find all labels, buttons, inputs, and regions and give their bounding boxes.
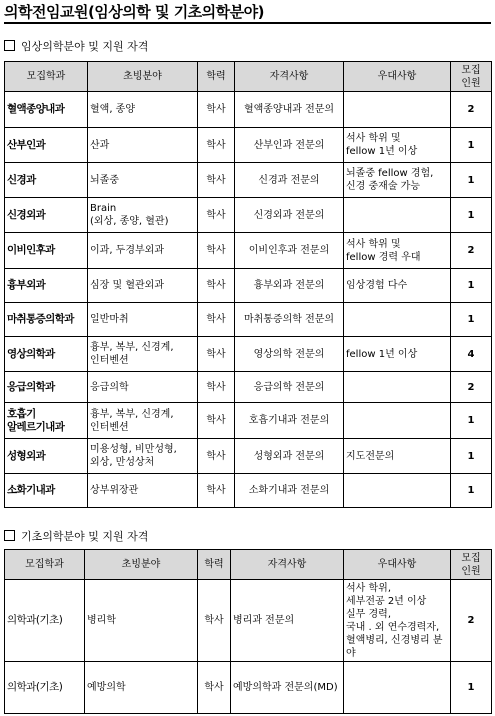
cell-dept: 마취통증의학과 xyxy=(5,303,88,337)
cell-field: 흉부, 복부, 신경계, 인터벤션 xyxy=(88,337,198,372)
cell-degree: 학사 xyxy=(198,233,235,269)
cell-preference xyxy=(344,372,451,403)
table-row xyxy=(5,662,492,714)
basic-table xyxy=(4,549,492,714)
header-dept: 모집학과 xyxy=(5,550,85,580)
cell-degree: 학사 xyxy=(198,128,235,163)
cell-dept: 성형외과 xyxy=(5,439,88,474)
page-title: 의학전임교원(임상의학 및 기초의학분야) xyxy=(4,3,264,21)
header-qualification: 자격사항 xyxy=(235,62,344,92)
cell-qualification: 산부인과 전문의 xyxy=(235,128,344,163)
cell-degree: 학사 xyxy=(198,662,231,714)
header-count: 모집 인원 xyxy=(451,550,492,580)
cell-degree: 학사 xyxy=(198,580,231,662)
cell-preference xyxy=(344,474,451,508)
cell-qualification: 예방의학과 전문의(MD) xyxy=(231,662,344,714)
cell-degree: 학사 xyxy=(198,372,235,403)
cell-preference: 뇌졸중 fellow 경험, 신경 중재술 가능 xyxy=(344,163,451,198)
header-qualification: 자격사항 xyxy=(231,550,344,580)
square-bullet-icon xyxy=(4,40,15,51)
cell-qualification: 혈액종양내과 전문의 xyxy=(235,92,344,128)
table-row xyxy=(5,337,492,372)
cell-count: 4 xyxy=(451,337,492,372)
cell-dept: 영상의학과 xyxy=(5,337,88,372)
header-field: 초빙분야 xyxy=(88,62,198,92)
table-row xyxy=(5,269,492,303)
header-count: 모집 인원 xyxy=(451,62,492,92)
cell-field: 심장 및 혈관외과 xyxy=(88,269,198,303)
cell-dept: 산부인과 xyxy=(5,128,88,163)
cell-count: 1 xyxy=(451,198,492,233)
table-row xyxy=(5,303,492,337)
table-row xyxy=(5,439,492,474)
cell-degree: 학사 xyxy=(198,439,235,474)
cell-preference: fellow 1년 이상 xyxy=(344,337,451,372)
header-degree: 학력 xyxy=(198,62,235,92)
cell-qualification: 호흡기내과 전문의 xyxy=(235,403,344,439)
cell-qualification: 소화기내과 전문의 xyxy=(235,474,344,508)
cell-preference xyxy=(344,662,451,714)
cell-field: 이과, 두경부외과 xyxy=(88,233,198,269)
basic-heading-text: 기초의학분야 및 지원 자격 xyxy=(21,530,149,543)
cell-dept: 의학과(기초) xyxy=(5,580,85,662)
cell-field: 산과 xyxy=(88,128,198,163)
cell-field: 응급의학 xyxy=(88,372,198,403)
cell-preference: 석사 학위 및 fellow 경력 우대 xyxy=(344,233,451,269)
table-row xyxy=(5,372,492,403)
header-preference: 우대사항 xyxy=(344,550,451,580)
cell-dept: 의학과(기초) xyxy=(5,662,85,714)
cell-preference: 석사 학위 및 fellow 1년 이상 xyxy=(344,128,451,163)
table-row xyxy=(5,403,492,439)
cell-preference xyxy=(344,92,451,128)
cell-degree: 학사 xyxy=(198,163,235,198)
table-row xyxy=(5,92,492,128)
cell-degree: 학사 xyxy=(198,198,235,233)
cell-preference: 지도전문의 xyxy=(344,439,451,474)
cell-field: 일반마취 xyxy=(88,303,198,337)
cell-qualification: 신경외과 전문의 xyxy=(235,198,344,233)
cell-count: 1 xyxy=(451,303,492,337)
cell-preference xyxy=(344,403,451,439)
cell-degree: 학사 xyxy=(198,303,235,337)
table-row xyxy=(5,233,492,269)
cell-qualification: 마취통증의학 전문의 xyxy=(235,303,344,337)
cell-count: 1 xyxy=(451,662,492,714)
cell-qualification: 신경과 전문의 xyxy=(235,163,344,198)
basic-section-heading xyxy=(4,528,148,544)
cell-degree: 학사 xyxy=(198,269,235,303)
cell-count: 2 xyxy=(451,233,492,269)
square-bullet-icon xyxy=(4,530,15,541)
cell-dept: 이비인후과 xyxy=(5,233,88,269)
cell-degree: 학사 xyxy=(198,337,235,372)
cell-qualification: 이비인후과 전문의 xyxy=(235,233,344,269)
cell-count: 2 xyxy=(451,372,492,403)
cell-qualification: 흉부외과 전문의 xyxy=(235,269,344,303)
cell-qualification: 성형외과 전문의 xyxy=(235,439,344,474)
cell-dept: 소화기내과 xyxy=(5,474,88,508)
cell-qualification: 병리과 전문의 xyxy=(231,580,344,662)
header-preference: 우대사항 xyxy=(344,62,451,92)
cell-dept: 응급의학과 xyxy=(5,372,88,403)
table-row xyxy=(5,580,492,662)
cell-field: 뇌졸중 xyxy=(88,163,198,198)
cell-field: 미용성형, 비만성형, 외상, 만성상처 xyxy=(88,439,198,474)
cell-preference: 임상경험 다수 xyxy=(344,269,451,303)
cell-count: 2 xyxy=(451,580,492,662)
cell-dept: 혈액종양내과 xyxy=(5,92,88,128)
cell-count: 1 xyxy=(451,439,492,474)
header-field: 초빙분야 xyxy=(85,550,198,580)
cell-field: 흉부, 복부, 신경계, 인터벤션 xyxy=(88,403,198,439)
cell-degree: 학사 xyxy=(198,92,235,128)
cell-dept: 신경과 xyxy=(5,163,88,198)
cell-dept: 흉부외과 xyxy=(5,269,88,303)
table-row xyxy=(5,163,492,198)
clinical-table xyxy=(4,61,492,508)
header-dept: 모집학과 xyxy=(5,62,88,92)
cell-field: 병리학 xyxy=(85,580,198,662)
table-row xyxy=(5,128,492,163)
header-degree: 학력 xyxy=(198,550,231,580)
cell-field: 예방의학 xyxy=(85,662,198,714)
cell-count: 2 xyxy=(451,92,492,128)
table-row xyxy=(5,198,492,233)
cell-count: 1 xyxy=(451,474,492,508)
clinical-table-header xyxy=(5,62,492,92)
cell-qualification: 영상의학 전문의 xyxy=(235,337,344,372)
cell-count: 1 xyxy=(451,163,492,198)
cell-field: Brain (외상, 종양, 혈관) xyxy=(88,198,198,233)
title-underline xyxy=(4,22,491,24)
cell-count: 1 xyxy=(451,403,492,439)
cell-preference xyxy=(344,198,451,233)
cell-field: 상부위장관 xyxy=(88,474,198,508)
cell-dept: 신경외과 xyxy=(5,198,88,233)
cell-field: 혈액, 종양 xyxy=(88,92,198,128)
cell-degree: 학사 xyxy=(198,403,235,439)
cell-qualification: 응급의학 전문의 xyxy=(235,372,344,403)
basic-table-header xyxy=(5,550,492,580)
table-row xyxy=(5,474,492,508)
clinical-heading-text: 임상의학분야 및 지원 자격 xyxy=(21,40,149,53)
cell-preference xyxy=(344,303,451,337)
clinical-section-heading xyxy=(4,38,148,54)
cell-count: 1 xyxy=(451,128,492,163)
cell-preference: 석사 학위, 세부전공 2년 이상 실무 경력, 국내 . 외 연수경력자, 혈액병리, 신경병리 분야 xyxy=(344,580,451,662)
cell-count: 1 xyxy=(451,269,492,303)
cell-degree: 학사 xyxy=(198,474,235,508)
cell-dept: 호흡기 알레르기내과 xyxy=(5,403,88,439)
